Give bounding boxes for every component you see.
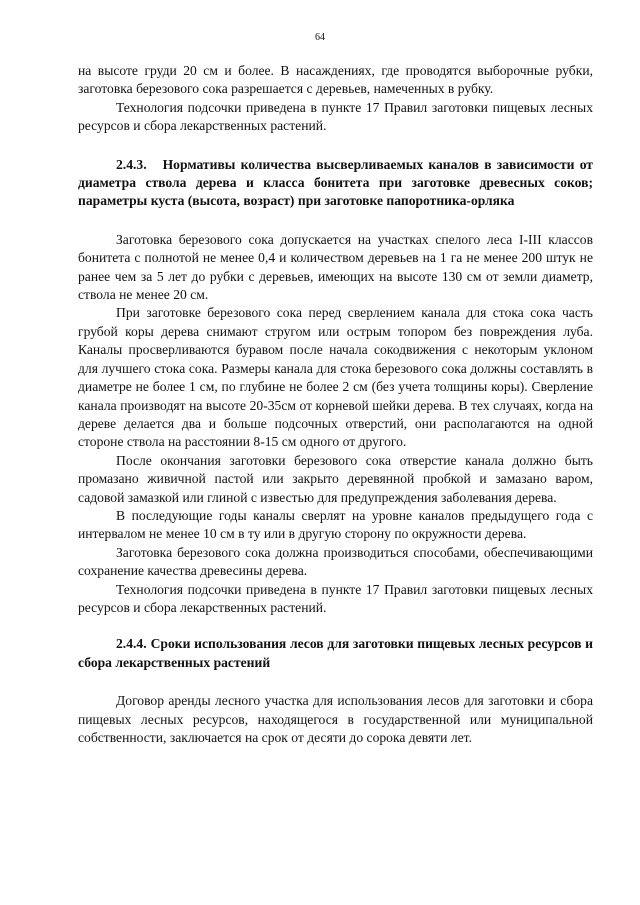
paragraph: В последующие годы каналы сверлят на уровне каналов предыдущего года с интервалом не менее 10 см в ту или в другую сторону по окружности дерева. [78,507,593,542]
section-number: 2.4.3. [116,156,147,172]
paragraph: Договор аренды лесного участка для использования лесов для заготовки и сбора пищевых лесных ресурсов, находящегося в государственной или муниципальной собственности, заключается на срок от десяти до сорока девяти лет. [78,693,593,745]
paragraph: Заготовка березового сока допускается на участках спелого леса I-III классов бонитета с полнотой не менее 0,4 и количеством деревьев на 1 га не менее 200 штук не ранее чем за 5 лет до рубки с деревьев, имеющих на высоте 130 см от земли диаметр, ствола не менее 20 см. [78,231,593,303]
paragraph-continuation: на высоте груди 20 см и более. В насаждениях, где проводятся выборочные рубки, заготовка березового сока разрешается с деревьев, намеченных в рубку. [78,63,593,97]
paragraph: Технология подсочки приведена в пункте 17 Правил заготовки пищевых лесных ресурсов и сбора лекарственных растений. [78,581,593,615]
section-heading-2-4-4 [78,635,593,672]
paragraph: После окончания заготовки березового сока отверстие канала должно быть промазано живичной пастой или закрыто деревянной пробкой и замазано варом, садовой замазкой или глиной с известью для предупреждения заболевания дерева. [78,452,593,505]
section-title: Сроки использования лесов для заготовки пищевых лесных ресурсов и сбора лекарственных растений [78,636,593,670]
section-heading-2-4-3 [78,156,593,211]
paragraph-technology-reference: Технология подсочки приведена в пункте 17 Правил заготовки пищевых лесных ресурсов и сбора лекарственных растений. [78,99,593,134]
document-body [78,62,593,747]
section-number: 2.4.4. [116,636,147,652]
paragraph: Заготовка березового сока должна производиться способами, обеспечивающими сохранение качества древесины дерева. [78,544,593,579]
paragraph: При заготовке березового сока перед сверлением канала для стока сока часть грубой коры дерева снимают стругом или острым топором без повреждения луба. Каналы просверливаются буравом после начала сокодвижения с некоторым уклоном для лучшего стока сока. Размеры канала для стока березового сока должны составлять в диаметре не более 1 см, по глубине не более 2 см (без учета толщины коры). Сверление канала производят на высоте 20-35см от корневой шейки дерева. В тех случаях, когда на дереве делается два и больше подсочных отверстий, они располагаются на одной стороне ствола на расстоянии 8-15 см одного от другого. [78,305,593,450]
page-number: 64 [315,32,325,43]
section-title: Нормативы количества высверливаемых каналов в зависимости от диаметра ствола дерева и класса бонитета при заготовке древесных соков; параметры куста (высота, возраст) при заготовке папоротника-орляка [78,156,593,209]
